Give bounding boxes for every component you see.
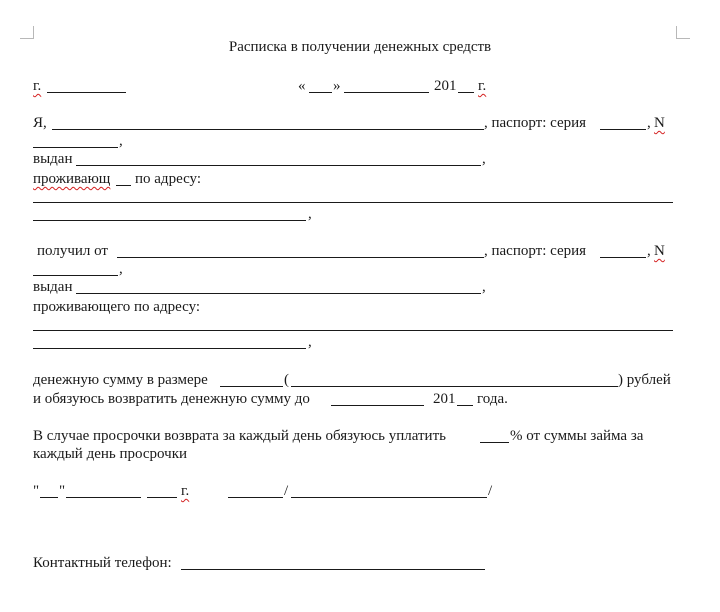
signature-blank[interactable] — [228, 497, 283, 498]
comma: , — [482, 151, 486, 167]
phone-label: Контактный телефон: — [33, 555, 172, 571]
phone-blank[interactable] — [181, 569, 485, 570]
passport-series-label: , паспорт: серия — [484, 115, 587, 131]
passport-number-blank[interactable] — [33, 147, 118, 148]
obligation-year-prefix: 201 — [433, 391, 456, 407]
comma: , — [308, 334, 312, 350]
comma: , — [119, 261, 123, 277]
penalty-text-a: В случае просрочки возврата за каждый день обязуюсь уплатить — [33, 428, 446, 444]
passport-series-label: , паспорт: серия — [484, 243, 587, 259]
creditor-address-blank[interactable] — [33, 330, 673, 331]
debtor-name-blank[interactable] — [52, 129, 484, 130]
debtor-address-blank[interactable] — [33, 202, 673, 203]
date-year-suffix: г. — [478, 78, 487, 94]
creditor-name-blank[interactable] — [117, 257, 484, 258]
date-year-prefix: 201 — [434, 78, 457, 94]
passport-number-blank[interactable] — [33, 275, 118, 276]
issued-by-blank[interactable] — [76, 293, 481, 294]
comma: , — [308, 206, 312, 222]
passport-number-label: N — [654, 243, 665, 259]
document-title: Расписка в получении денежных средств — [228, 39, 492, 55]
date-day-blank[interactable] — [309, 92, 332, 93]
penalty-text-b: каждый день просрочки — [33, 446, 188, 462]
comma: , — [119, 133, 123, 149]
amount-digits-blank[interactable] — [220, 386, 283, 387]
sign-year-suffix: г. — [181, 483, 190, 499]
date-month-blank[interactable] — [344, 92, 429, 93]
city-blank[interactable] — [47, 92, 126, 93]
amount-label: денежную сумму в размере — [33, 372, 208, 388]
residing-label-b: по адресу: — [135, 171, 202, 187]
debtor-address-blank[interactable] — [33, 220, 306, 221]
sign-date-close: " — [59, 483, 66, 499]
obligation-text: и обязуюсь возвратить денежную сумму до — [33, 391, 310, 407]
passport-series-blank[interactable] — [600, 129, 646, 130]
sign-slash: / — [488, 483, 493, 499]
residing-label-a: проживающ — [33, 171, 111, 187]
issued-by-blank[interactable] — [76, 165, 481, 166]
residing-ending-blank[interactable] — [116, 185, 131, 186]
amount-currency: ) рублей — [618, 372, 671, 388]
comma: , — [647, 115, 651, 131]
sign-month-blank[interactable] — [66, 497, 141, 498]
date-year-blank[interactable] — [458, 92, 474, 93]
passport-number-label: N — [654, 115, 665, 131]
amount-words-blank[interactable] — [291, 386, 618, 387]
issued-label: выдан — [33, 151, 73, 167]
creditor-address-blank[interactable] — [33, 348, 306, 349]
return-date-blank[interactable] — [331, 405, 424, 406]
obligation-year-suffix: года. — [477, 391, 508, 407]
return-year-blank[interactable] — [457, 405, 473, 406]
residing-label-full: проживающего по адресу: — [33, 299, 201, 315]
passport-series-blank[interactable] — [600, 257, 646, 258]
sign-day-blank[interactable] — [40, 497, 58, 498]
debtor-prefix: Я, — [33, 115, 47, 131]
penalty-percent-text: % от суммы займа за — [510, 428, 644, 444]
penalty-percent-blank[interactable] — [480, 442, 509, 443]
date-open-quote: « — [298, 78, 306, 94]
creditor-received-label: получил от — [37, 243, 108, 259]
sign-date-open: " — [33, 483, 40, 499]
sign-slash: / — [284, 483, 289, 499]
issued-label: выдан — [33, 279, 73, 295]
date-close-quote: » — [333, 78, 341, 94]
amount-paren-open: ( — [284, 372, 289, 388]
city-prefix: г. — [33, 78, 42, 94]
sign-year-blank[interactable] — [147, 497, 177, 498]
comma: , — [647, 243, 651, 259]
signature-name-blank[interactable] — [291, 497, 487, 498]
comma: , — [482, 279, 486, 295]
